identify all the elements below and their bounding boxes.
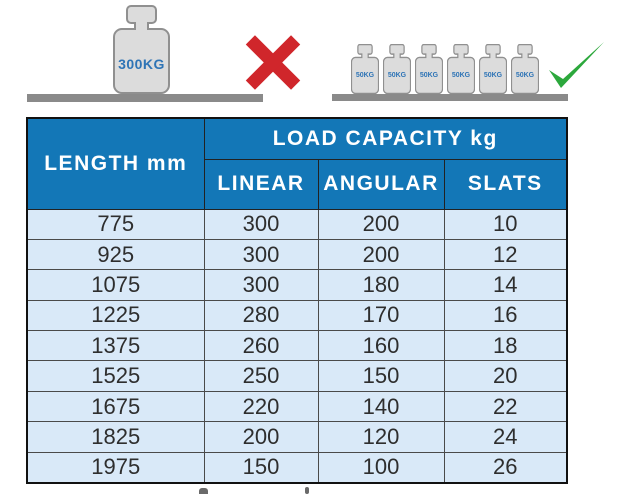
weight-50kg-label: 50KG <box>355 72 375 79</box>
length-cell: 1975 <box>27 452 204 482</box>
slats-cell: 24 <box>444 422 567 452</box>
length-cell: 925 <box>27 239 204 269</box>
slats-cell: 20 <box>444 361 567 391</box>
table-row <box>27 422 567 452</box>
weight-50kg-icon <box>479 44 507 94</box>
table-row <box>27 361 567 391</box>
linear-column-header: LINEAR <box>204 159 318 209</box>
slats-cell: 14 <box>444 270 567 300</box>
weight-300kg-icon <box>113 5 170 94</box>
slats-cell: 16 <box>444 300 567 330</box>
angular-cell: 160 <box>318 331 444 361</box>
shelf-bar <box>27 94 263 102</box>
slats-cell: 12 <box>444 239 567 269</box>
weight-50kg-icon <box>383 44 411 94</box>
length-column-header: LENGTH mm <box>27 118 204 209</box>
linear-cell: 220 <box>204 391 318 421</box>
linear-cell: 200 <box>204 422 318 452</box>
weight-50kg-icon <box>511 44 539 94</box>
load-capacity-table <box>26 117 568 484</box>
shelf-bar <box>332 94 568 101</box>
weight-50kg-label: 50KG <box>419 72 439 79</box>
length-cell: 775 <box>27 209 204 239</box>
weight-300kg-label: 300KG <box>118 56 165 72</box>
weight-50kg-icon <box>351 44 379 94</box>
cross-icon <box>248 38 298 87</box>
angular-cell: 180 <box>318 270 444 300</box>
angular-cell: 150 <box>318 361 444 391</box>
table-row <box>27 452 567 482</box>
weight-50kg-label: 50KG <box>515 72 535 79</box>
linear-cell: 280 <box>204 300 318 330</box>
length-cell: 1675 <box>27 391 204 421</box>
angular-cell: 200 <box>318 239 444 269</box>
linear-cell: 300 <box>204 270 318 300</box>
length-cell: 1825 <box>27 422 204 452</box>
load-capacity-header: LOAD CAPACITY kg <box>204 118 567 159</box>
slats-cell: 26 <box>444 452 567 482</box>
angular-cell: 140 <box>318 391 444 421</box>
angular-cell: 120 <box>318 422 444 452</box>
table-row <box>27 331 567 361</box>
weight-50kg-icon <box>447 44 475 94</box>
angular-cell: 200 <box>318 209 444 239</box>
slats-cell: 10 <box>444 209 567 239</box>
cropped-caption-fragment <box>199 488 208 494</box>
linear-cell: 250 <box>204 361 318 391</box>
length-cell: 1225 <box>27 300 204 330</box>
angular-cell: 100 <box>318 452 444 482</box>
check-icon <box>548 41 606 90</box>
table-row <box>27 239 567 269</box>
cropped-caption-fragment <box>305 487 309 494</box>
weight-50kg-icon <box>415 44 443 94</box>
slats-cell: 18 <box>444 331 567 361</box>
linear-cell: 300 <box>204 209 318 239</box>
linear-cell: 300 <box>204 239 318 269</box>
length-cell: 1525 <box>27 361 204 391</box>
linear-cell: 150 <box>204 452 318 482</box>
table-row <box>27 209 567 239</box>
linear-cell: 260 <box>204 331 318 361</box>
weight-50kg-label: 50KG <box>451 72 471 79</box>
table-row <box>27 300 567 330</box>
angular-cell: 170 <box>318 300 444 330</box>
table-row <box>27 391 567 421</box>
table-row <box>27 270 567 300</box>
slats-cell: 22 <box>444 391 567 421</box>
length-cell: 1375 <box>27 331 204 361</box>
weight-50kg-label: 50KG <box>483 72 503 79</box>
angular-column-header: ANGULAR <box>318 159 444 209</box>
length-cell: 1075 <box>27 270 204 300</box>
slats-column-header: SLATS <box>444 159 567 209</box>
weight-50kg-label: 50KG <box>387 72 407 79</box>
